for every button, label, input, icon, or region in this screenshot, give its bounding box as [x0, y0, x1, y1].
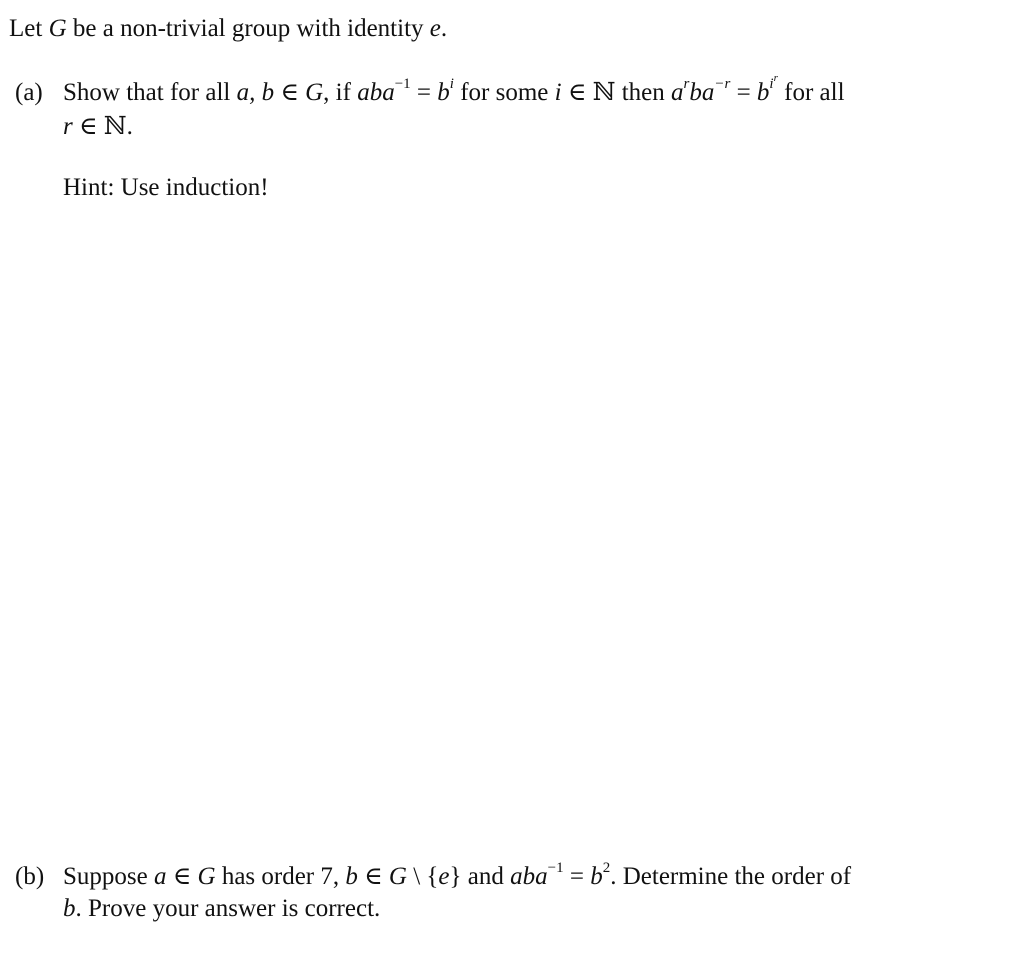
- identity-symbol: e: [429, 15, 441, 42]
- part-a-statement: [15, 72, 845, 108]
- text: for some: [453, 79, 555, 106]
- identity-symbol: e: [438, 863, 450, 890]
- intro-text: be a non-trivial group with identity: [66, 15, 430, 42]
- text: Show that for all: [63, 79, 237, 106]
- math-equals: =: [410, 79, 438, 106]
- group-symbol: G: [305, 79, 324, 106]
- math-b: b: [756, 79, 770, 106]
- text: for all: [777, 79, 845, 106]
- math-b: b: [345, 863, 358, 890]
- math-a: a: [671, 79, 684, 106]
- text: . Prove your answer is correct.: [75, 895, 381, 922]
- math-brace: }: [449, 863, 462, 890]
- math-ab: a, b: [236, 79, 275, 106]
- text: and: [461, 863, 511, 890]
- math-i: i: [554, 79, 562, 106]
- naturals-symbol: ℕ: [592, 77, 616, 106]
- math-a: a: [153, 863, 167, 890]
- math-ba: ba: [689, 79, 715, 106]
- exponent-two: 2: [602, 860, 611, 876]
- math-aba: aba: [357, 79, 395, 106]
- part-a-continuation: [63, 111, 133, 142]
- math-in: ∈: [274, 79, 306, 106]
- math-setminus: \ {: [406, 863, 439, 890]
- math-b: b: [63, 895, 76, 922]
- math-equals: =: [563, 863, 591, 890]
- exponent-inverse: −1: [394, 76, 411, 92]
- exponent-r: r: [773, 72, 778, 84]
- math-in: ∈: [357, 863, 389, 890]
- part-a-label: (a): [15, 79, 43, 106]
- math-in: ∈: [166, 863, 198, 890]
- math-in: ∈: [72, 113, 104, 140]
- intro-text: .: [440, 15, 448, 42]
- exponent-r: r: [683, 76, 690, 92]
- part-b-continuation: [63, 894, 380, 924]
- text: then: [615, 79, 671, 106]
- naturals-symbol: ℕ: [103, 111, 127, 140]
- math-in: ∈: [561, 79, 593, 106]
- hint-text: Hint: Use induction!: [63, 174, 269, 201]
- text: has order 7,: [215, 863, 346, 890]
- group-symbol: G: [197, 863, 216, 890]
- math-b: b: [590, 863, 603, 890]
- text: Suppose: [63, 863, 154, 890]
- math-aba: aba: [510, 863, 548, 890]
- text: , if: [323, 79, 358, 106]
- intro-statement: [9, 14, 447, 44]
- part-b-statement: [15, 862, 851, 892]
- exponent-inverse: −1: [547, 860, 564, 876]
- intro-text: Let: [9, 15, 49, 42]
- exponent-minus-r: −r: [714, 76, 731, 92]
- text: .: [126, 113, 133, 140]
- exponent-i: i: [769, 76, 774, 92]
- text: . Determine the order of: [610, 863, 852, 890]
- exponent-i: i: [449, 76, 454, 92]
- group-symbol: G: [388, 863, 407, 890]
- math-r: r: [63, 113, 73, 140]
- math-b: b: [437, 79, 450, 106]
- part-b-label: (b): [15, 863, 45, 890]
- math-equals: =: [730, 79, 757, 106]
- group-symbol: G: [48, 15, 67, 42]
